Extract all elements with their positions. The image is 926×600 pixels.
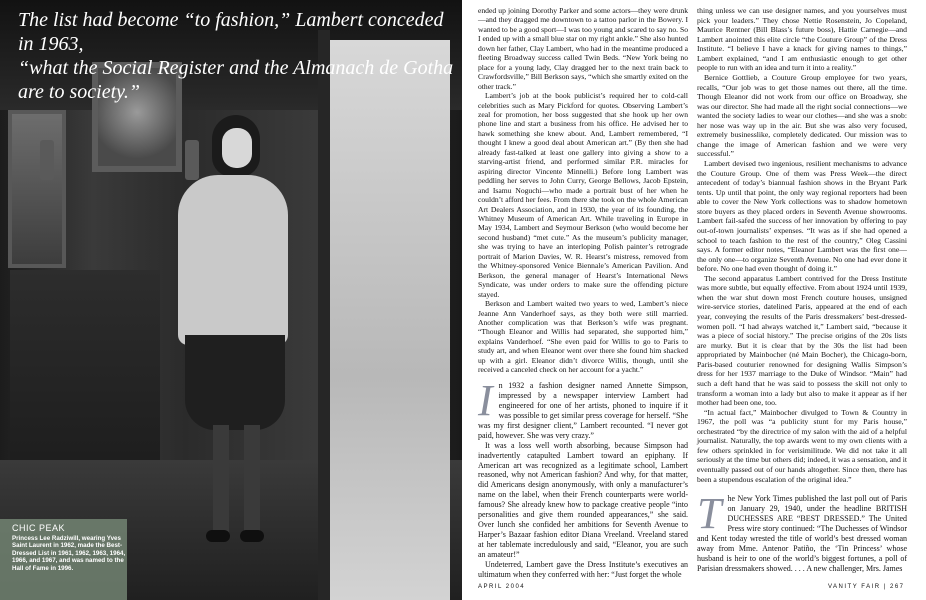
photo-door xyxy=(330,40,450,600)
photo-figure-dress xyxy=(178,175,288,345)
body-paragraph: Lambert devised two ingenious, resilient mechanisms to advance the Couture Group. One of them was Press Week—the direct antecedent of today’s biannual fashion shows in the Bryant Park tents. Up until that point, the only way regional reporters had been able to cover the New York collections was to shadow hometown store buyers as they placed orders in Seventh Avenue showrooms. Lambert fail-safed the success of her innovation by offering to pay out-of-town journalists’ expenses. “It was as if she had opened a school to teach fashion to the rest of the country,” Oleg Cassini says. A former editor notes, “Eleanor Lambert was the first one—the only one—to organize Seventh Avenue. No one had ever done it before. No one had even thought of doing it.” xyxy=(697,159,907,274)
caption-text: Princess Lee Radziwill, wearing Yves Saint Laurent in 1962, made the Best-Dressed List in 1961, 1962, 1963, 1964, 1966, and 1967, and was named to the Hall of Fame in 1996. xyxy=(12,535,126,572)
body-paragraph: The second apparatus Lambert contrived for the Dress Institute was more subtle, but equally effective. From about 1924 until 1939, when the war shut down most French couture houses, unsigned wire-service stories, datelined Paris, appeared at the end of each year, conveying the results of the Paris dressmakers’ best-dressed-women poll. “I had always watched it,” Lambert said, “because it was a piece of social history.” The precise origins of the 20s lists are murky. But it is clear that by the 30s the list had been appropriated by Mainbocher (né Main Bocher), the Chicago-born, Paris-based couturier renowned for designing Wallis Simpson’s dress for her 1937 marriage to the Duke of Windsor. “Main” had such a deft hand that he was said to possess the skill not only to transform a woman into a lady but also to make it appear as if her mother had been one, too. xyxy=(697,273,907,408)
body-paragraph-text: n 1932 a fashion designer named Annette Simpson, impressed by a newspaper interview Lambert had engineered for one of her artists, phoned to inquire if it was possible to get similar press coverage for herself. “She was my first designer client,” Lambert recounted. “I never got paid, however. She was very crazy.” xyxy=(478,381,688,440)
text-column-right-lower xyxy=(697,489,907,574)
drop-cap: I xyxy=(478,376,493,425)
body-paragraph xyxy=(478,376,688,441)
photo-figure-leg xyxy=(213,425,229,535)
pull-quote-line: “what the Social Register and the Almanach de Gotha are to society.” xyxy=(18,57,454,103)
body-paragraph-text: he New York Times published the last poll out of Paris on January 29, 1940, under the headline BRITISH DUCHESSES ARE “BEST DRESSED.” The United Press wire story continued: “The Duchesses of Windsor and Kent today wrested the title of world’s best dressed woman away from Mme. Antenor Patiño, the ‘Tin Princess’ whose husband is heir to one of the world’s biggest fortunes, a poll of Parisian dressmakers showed. . . . A new challenger, Mrs. James xyxy=(697,494,907,573)
body-paragraph: It was a loss well worth absorbing, because Simpson had inadvertently catapulted Lambert toward an epiphany. If American art was recognized as a legitimate school, Lambert reasoned, why not American fashion? And why, for that matter, did Americans design anonymously, with only a manufacturer’s name on the label, when their French counterparts were world-famous? She already knew how to package creative people “into personalities and give them rounded appearances,” she said. Over lunch she confided her ambitions for Seventh Avenue to Harper’s Bazaar fashion editor Diana Vreeland. Vreeland stared at her tablemate incredulously and said, “Eleanor, you are such an amateur!” xyxy=(478,440,688,559)
pull-quote-line: The list had become “to fashion,” Lambert conceded in 1963, xyxy=(18,9,444,55)
text-column-right xyxy=(697,6,907,484)
photo-desk xyxy=(10,270,160,460)
photo-doorframe xyxy=(318,30,330,600)
body-paragraph: Bernice Gottlieb, a Couture Group employee for two years, recalls, “Our job was to get those names out there, all the time. Though Eleanor did not work from our office on Broadway, she was our director. She had made all the right social connections—we wanted the society ladies to wear our clothes—and she was a snob: her nose was way up in the air. But she was also very focused, extremely businesslike, completely dedicated. Our mission was to change the image of American fashion and we were very successful.” xyxy=(697,72,907,159)
text-column-left-lower xyxy=(478,376,688,580)
photo-figure-leg xyxy=(244,425,260,535)
photo-lamp xyxy=(185,140,199,180)
body-paragraph: ended up joining Dorothy Parker and some actors—they were drunk—and they dragged me downtown to a tattoo parlor in the Bowery. I wanted to be a good sport—I was too young and scared to say no. So I ended up with a small blue star on my right ankle.” She also hunted down her father, Clay Lambert, who had in the meantime produced a fleeting Broadway success called Twin Beds. “New York being no place for a young lady, Clay dragged her to the next train back to Crawfordsville,” Bill Berkson says, “which she smartly exited on the other track.” xyxy=(478,6,688,91)
body-paragraph: “In actual fact,” Mainbocher divulged to Town & Country in 1967, the poll was “a publicity stunt for my Paris house,” orchestrated “by the directrice of my salon with the aid of a helpful journalist. Naturally, the top awards went to my own clients with a few others sprinkled in for verisimilitude. We did not take it all seriously at the time but others did; indeed, it was a sensation, and it eventually passed out of our hands altogether. Since then, there has been a stupendous escalation of the original idea.” xyxy=(697,407,907,484)
photo-figure-skirt xyxy=(185,335,285,430)
photo-page xyxy=(0,0,462,600)
photo-figure-shoe xyxy=(206,530,230,542)
photo-lamp xyxy=(40,140,54,180)
photo-figure-shoe xyxy=(240,530,264,542)
drop-cap: T xyxy=(697,489,722,538)
footer-page-number: VANITY FAIR | 267 xyxy=(828,584,905,590)
photo-mirror xyxy=(8,110,66,268)
photo-figure-face xyxy=(222,128,252,168)
caption-heading: CHIC PEAK xyxy=(12,523,66,533)
body-paragraph: thing unless we can use designer names, and you yourselves must pick your leaders.” They chose Nettie Rosenstein, Jo Copeland, Maurice Rentner (Bill Blass’s future boss), Hattie Carnegie—and Lambert anointed this elite circle “the Couture Group” of the Dress Institute. “I believe I have a knack for giving names to things,” Lambert explained, “and I am enthusiastic enough to get other people to run with an idea and turn it into a reality.” xyxy=(697,6,907,73)
body-paragraph: Lambert’s job at the book publicist’s required her to cold-call celebrities such as Mary Pickford for quotes. Observing Lambert’s zeal for promotion, her boss suggested that she hook up her own phone line and start a business from his office. He advised her to hawk something she knew about. And, Lambert remembered, “I thought I knew a good deal about American art.” (By then she had already fast-talked at least one gallery into giving a show to a starving-artist friend, and performed similar P.R. miracles for aspiring director Vincente Minnelli.) Before long Lambert was peddling her serves to John Curry, George Bellows, Jacob Epstein, and Isamu Noguchi—who made a portrait bust of her when he couldn’t afford her fees. From there she took on the whole American Art Dealers Association, and in 1930, the year of its founding, the Whitney Museum of American Art. While traveling in Europe in May 1934, Lambert and Seymour Berkson (who would become her second husband) “met cute.” As the museum’s publicity manager, she was trying to have an interloping Polish painter’s retrograde portrait of Marion Davies, W. R. Hearst’s mistress, removed from the Whitney-sponsored Venice Biennale’s American Pavilion. And Berkson, the general manager of Hearst’s International News Syndicate, was under orders to make sure the offending picture stayed. xyxy=(478,91,688,299)
body-paragraph xyxy=(697,489,907,574)
body-paragraph: Berkson and Lambert waited two years to wed, Lambert’s niece Jeanne Ann Vanderhoef says, as they both were still married. Another complication was that Berkson’s wife was pregnant. “Though Eleanor and Willis had separated, she supported him,” explains Vanderhoef. “She even paid for Willis to go to Paris to study art, and when Eleanor went over there she found him shacked up with a girl. Eleanor didn’t divorce Willis, though, until she received a canceled check on her account for a yacht.” xyxy=(478,299,688,375)
photo-caption xyxy=(0,519,127,600)
body-paragraph: Undeterred, Lambert gave the Dress Institute’s executives an ultimatum when they conferred with her: “Just forget the whole xyxy=(478,559,688,579)
text-page xyxy=(462,0,926,600)
pull-quote xyxy=(18,8,458,104)
footer-date: APRIL 2004 xyxy=(478,584,526,590)
text-column-left xyxy=(478,6,688,375)
